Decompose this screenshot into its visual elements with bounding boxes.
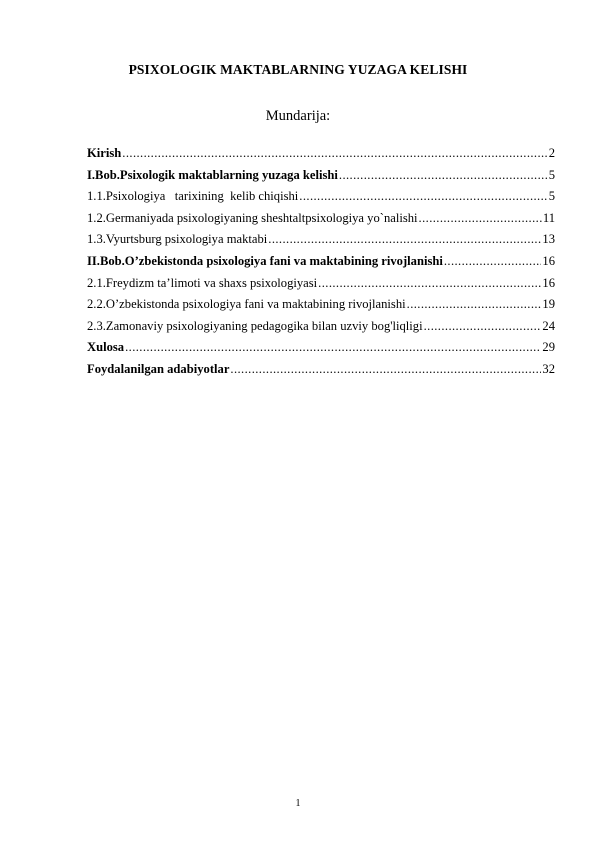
dot-leader <box>125 340 541 355</box>
toc-entry-page: 16 <box>542 253 555 268</box>
dot-leader <box>339 168 548 183</box>
toc-entry-label: II.Bob.O’zbekistonda psixologiya fani va maktabining rivojlanishi <box>87 253 443 268</box>
toc-entry-section-2-3[interactable] <box>87 319 555 341</box>
toc-entry-chapter-1[interactable] <box>87 168 555 190</box>
toc-entry-chapter-2[interactable] <box>87 254 555 276</box>
toc-entry-section-2-1[interactable] <box>87 276 555 298</box>
dot-leader <box>230 362 541 377</box>
toc-entry-label: 1.1.Psixologiya tarixining kelib chiqishi <box>87 189 299 204</box>
toc-entry-label: 2.1.Freydizm ta’limoti va shaxs psixologiyasi <box>87 275 318 290</box>
toc-entry-page: 24 <box>542 318 555 333</box>
dot-leader <box>419 211 542 226</box>
dot-leader <box>444 254 542 269</box>
document-title: PSIXOLOGIK MAKTABLARNING YUZAGA KELISHI <box>128 62 468 77</box>
toc-entry-section-2-2[interactable] <box>87 297 555 319</box>
toc-entry-label: 2.3.Zamonaviy psixologiyaning pedagogika bilan uzviy bog'liqligi <box>87 318 423 333</box>
toc-entry-page: 5 <box>548 189 555 204</box>
toc-entry-label: 1.2.Germaniyada psixologiyaning sheshtaltpsixologiya yo`nalishi <box>87 210 418 225</box>
dot-leader <box>122 146 547 161</box>
dot-leader <box>268 232 541 247</box>
toc-entry-page: 16 <box>542 275 555 290</box>
toc-entry-label: I.Bob.Psixologik maktablarning yuzaga kelishi <box>87 167 338 182</box>
toc-entry-page: 13 <box>542 232 555 247</box>
toc-entry-bibliography[interactable] <box>87 362 555 384</box>
toc-entry-page: 11 <box>542 210 555 225</box>
toc-entry-page: 2 <box>548 146 555 160</box>
table-of-contents <box>87 146 555 384</box>
toc-entry-label: 2.2.O’zbekistonda psixologiya fani va maktabining rivojlanishi <box>87 297 406 312</box>
page-number: 1 <box>295 798 301 809</box>
toc-entry-section-1-3[interactable] <box>87 232 555 254</box>
toc-entry-page: 5 <box>548 167 555 182</box>
dot-leader <box>407 297 542 312</box>
toc-entry-xulosa[interactable] <box>87 340 555 362</box>
toc-entry-label: Xulosa <box>87 340 125 355</box>
dot-leader <box>299 189 547 204</box>
dot-leader <box>424 319 542 334</box>
toc-entry-kirish[interactable] <box>87 146 555 168</box>
toc-entry-page: 19 <box>542 297 555 312</box>
toc-heading: Mundarija: <box>265 108 331 124</box>
toc-entry-section-1-1[interactable] <box>87 189 555 211</box>
toc-entry-label: 1.3.Vyurtsburg psixologiya maktabi <box>87 232 268 247</box>
toc-entry-label: Kirish <box>87 146 122 160</box>
toc-entry-page: 29 <box>542 340 555 355</box>
toc-entry-page: 32 <box>542 361 555 376</box>
dot-leader <box>318 276 541 291</box>
toc-entry-label: Foydalanilgan adabiyotlar <box>87 361 230 376</box>
toc-entry-section-1-2[interactable] <box>87 211 555 233</box>
